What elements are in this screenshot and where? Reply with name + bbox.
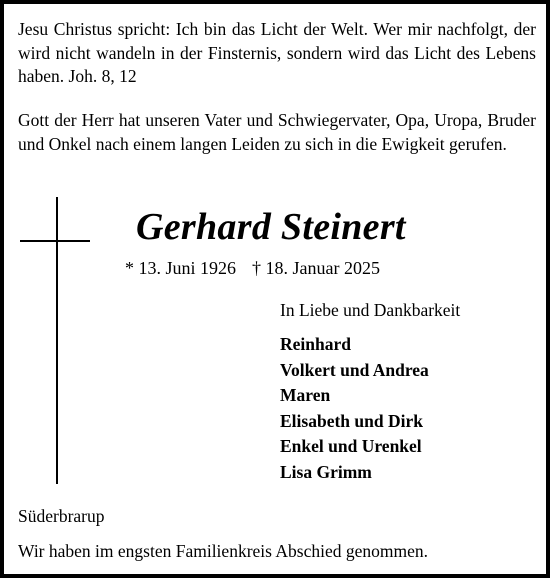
mourner-name: Enkel und Urenkel — [280, 436, 422, 456]
place-name: Süderbrarup — [18, 506, 105, 526]
mourner-name: Volkert und Andrea — [280, 359, 429, 380]
deceased-name: Gerhard Steinert — [136, 206, 406, 248]
farewell-note: Wir haben im engsten Familienkreis Abschied genommen. — [18, 541, 428, 561]
mourners-intro: In Liebe und Dankbarkeit — [280, 300, 461, 320]
birth-date: * 13. Juni 1926 — [125, 258, 237, 278]
mourner-name: Maren — [280, 385, 331, 405]
mourner-name: Reinhard — [280, 334, 351, 354]
death-date: † 18. Januar 2025 — [252, 258, 380, 278]
death-announcement: Gott der Herr hat unseren Vater und Schwiegervater, Opa, Uropa, Bruder und Onkel nach einem langen Leiden zu sich in die Ewigkeit gerufen. — [18, 110, 536, 154]
cross-horizontal-bar — [20, 240, 90, 242]
mourners-list — [280, 332, 429, 485]
bible-verse: Jesu Christus spricht: Ich bin das Licht der Welt. Wer mir nachfolgt, der wird nicht wandeln in der Finsternis, sondern wird das Licht des Lebens haben. Joh. 8, 12 — [18, 19, 536, 86]
life-dates — [125, 256, 380, 280]
mourner-name: Elisabeth und Dirk — [280, 410, 423, 431]
mourner-name: Lisa Grimm — [280, 461, 372, 482]
